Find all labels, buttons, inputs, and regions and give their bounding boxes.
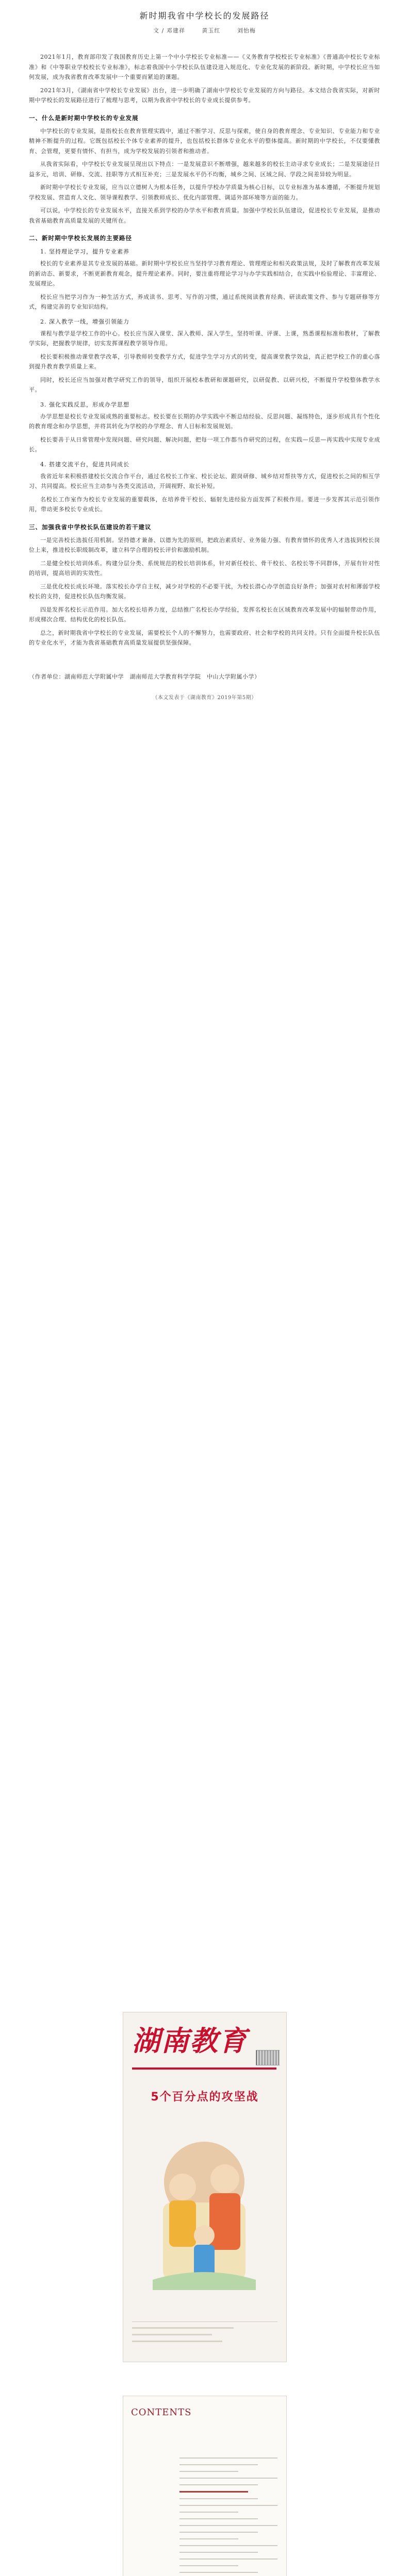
paragraph: 总之，新时期我省中学校长的专业发展，需要校长个人的不懈努力，也需要政府、社会和学校的共同支持。只有全面提升校长队伍的专业化水平，才能为我省基础教育高质量发展提供坚强保障。: [29, 629, 380, 646]
contents-logo: CONTENTS: [131, 2407, 192, 2418]
paragraph: 四是发挥名校长示范作用。加大名校长培养力度，总结推广名校长办学经验，发挥名校长在区域教育改革发展中的辐射带动作用，形成梯次合理、结构优化的校长队伍。: [29, 606, 380, 623]
paragraph: 二是健全校长培训体系。构建分层分类、系统规范的校长培训体系，针对新任校长、骨干校长、名校长等不同群体，开展有针对性的培训，提高培训的实效性。: [29, 560, 380, 577]
paragraph: 中学校长的专业发展，是指校长在教育管理实践中，通过不断学习、反思与探索，使自身的教育理念、专业知识、专业能力和专业精神不断提升的过程。它既包括校长个体专业素养的提升，也包括校长群体专业化水平的整体提高。新时期的中学校长，不仅要懂教育、会管理，更要有情怀、有担当，成为学校发展的引领者和推动者。: [29, 127, 380, 155]
paragraph: 2021年1月，教育部印发了我国教育历史上第一个中小学校长专业标准——《义务教育学校校长专业标准》《普通高中校长专业标准》和《中等职业学校校长专业标准》，标志着我国中小学校长队伍建设进入规范化、专业化发展的新阶段。新时期，中学校长应当如何发展，成为我省教育改革发展中一个重要而紧迫的课题。: [29, 54, 380, 80]
subsection-heading: 1. 坚持理论学习，提升专业素养: [40, 248, 129, 255]
author: 刘怡梅: [237, 27, 256, 34]
publication-source: （本文发表于《湖南教育》2019年第5期）: [152, 694, 257, 701]
section-heading: 二、新时期中学校长发展的主要路径: [29, 234, 132, 242]
paragraph: 可以说，中学校长的专业发展水平，直接关系到学校的办学水平和教育质量。加强中学校长队伍建设，促进校长专业发展，是推动我省基础教育高质量发展的关键所在。: [29, 207, 380, 224]
author: 黄玉红: [202, 27, 221, 34]
paragraph: 校长的专业素养是其专业发展的基础。新时期中学校长应当坚持学习教育理论、管理理论和相关政策法规，及时了解教育改革发展的新动态、新要求，不断更新教育观念，提升理论素养。同时，要注重将理论学习与办学实践相结合，在实践中检验理论、丰富理论、发展理论。: [29, 260, 380, 287]
subsection-heading: 4. 搭建交流平台，促进共同成长: [40, 461, 129, 468]
paragraph: 我省近年来积极搭建校长交流合作平台，通过名校长工作室、校长论坛、跟岗研修、城乡结对帮扶等方式，促进校长之间的相互学习、共同提高。校长应当主动参与各类交流活动，开阔视野、取长补短。: [29, 472, 380, 489]
divider: [132, 2067, 276, 2070]
paragraph: 课程与教学是学校工作的中心。校长应当深入课堂、深入教师、深入学生，坚持听课、评课、上课，熟悉课程标准和教材，了解教学实际，把握教学规律，切实发挥课程教学领导作用。: [29, 330, 380, 347]
section-heading: 三、加强我省中学校长队伍建设的若干建议: [29, 523, 152, 531]
magazine-masthead: 湖南教育: [132, 2024, 248, 2057]
article-authors: [29, 26, 380, 35]
barcode-icon: [256, 2050, 280, 2065]
paragraph: 新时期中学校长专业发展，应当以立德树人为根本任务，以提升学校办学质量为核心目标，以专业标准为基本遵循，不断提升规划学校发展、营造育人文化、领导课程教学、引领教师成长、优化内部管理、调适外部环境等方面的能力。: [29, 184, 380, 201]
contents-page-image: [123, 2396, 287, 2576]
author: 文 / 邓建祥: [153, 27, 185, 34]
author-affiliation: （作者单位：湖南师范大学附属中学 湖南师范大学教育科学学院 中山大学附属小学）: [29, 673, 260, 680]
paragraph: 同时，校长还应当加强对教学研究工作的领导，组织开展校本教研和课题研究，以研促教、以研兴校，不断提升学校整体教学水平。: [29, 376, 380, 393]
paragraph: 三是优化校长成长环境。落实校长办学自主权，减少对学校的不必要干扰，为校长潜心办学创造良好条件；加强对农村和薄弱学校校长的支持，促进校长队伍均衡发展。: [29, 583, 380, 600]
paragraph: 2021年3月，《湖南省中学校长专业发展》出台，进一步明确了湖南中学校长专业发展的方向与路径。本文结合我省实际，对新时期中学校长的发展路径进行了梳理与思考，以期为我省中学校长的专业成长提供参考。: [29, 87, 380, 104]
article-title: 新时期我省中学校长的发展路径: [139, 11, 270, 21]
paragraph: 校长应当把学习作为一种生活方式，养成读书、思考、写作的习惯，通过系统阅读教育经典、研读政策文件、参与专题研修等方式，构建完善的专业知识结构。: [29, 293, 380, 310]
paragraph: 校长要善于从日常管理中发现问题、研究问题、解决问题，把每一项工作都当作研究的过程，在实践—反思—再实践中实现专业成长。: [29, 436, 380, 453]
article: [29, 0, 380, 1958]
contents-list: [179, 2458, 277, 2576]
cover-footer: [132, 2321, 277, 2353]
subsection-heading: 3. 强化实践反思，形成办学思想: [40, 401, 129, 408]
subsection-heading: 2. 深入教学一线，增强引领能力: [40, 318, 129, 325]
paragraph: 校长要积极推动课堂教学改革，引导教师转变教学方式，促进学生学习方式的转变，提高课堂教学效益，真正把学校工作的重心落到提升教育教学质量上来。: [29, 353, 380, 370]
section-heading: 一、什么是新时期中学校长的专业发展: [29, 114, 139, 122]
paragraph: 一是完善校长选拔任用机制。坚持德才兼备、以德为先的原则，把政治素质好、业务能力强、有教育情怀的优秀人才选拔到校长岗位上来，推进校长职级制改革，建立科学合理的校长评价和激励机制。: [29, 536, 380, 553]
cover-illustration: [142, 2125, 266, 2290]
magazine-cover-image: [123, 2012, 287, 2362]
cover-headline: 5个百分点的攻坚战: [151, 2091, 259, 2104]
paragraph: 办学思想是校长专业发展成熟的重要标志。校长要在长期的办学实践中不断总结经验、反思问题、凝练特色，逐步形成具有个性化的教育理念和办学思想，并将其转化为学校的办学理念、育人目标和发展规划。: [29, 413, 380, 430]
paragraph: 从我省实际看，中学校长专业发展呈现出以下特点：一是发展意识不断增强，越来越多的校长主动寻求专业成长；二是发展途径日益多元，培训、研修、交流、挂职等方式相互补充；三是发展水平仍不均衡，城乡之间、区域之间、学段之间差异较为明显。: [29, 161, 380, 178]
paragraph: 名校长工作室作为校长专业发展的重要载体，在培养骨干校长、辐射先进经验方面发挥了积极作用。要进一步发挥其示范引领作用，带动更多校长专业成长。: [29, 496, 380, 513]
